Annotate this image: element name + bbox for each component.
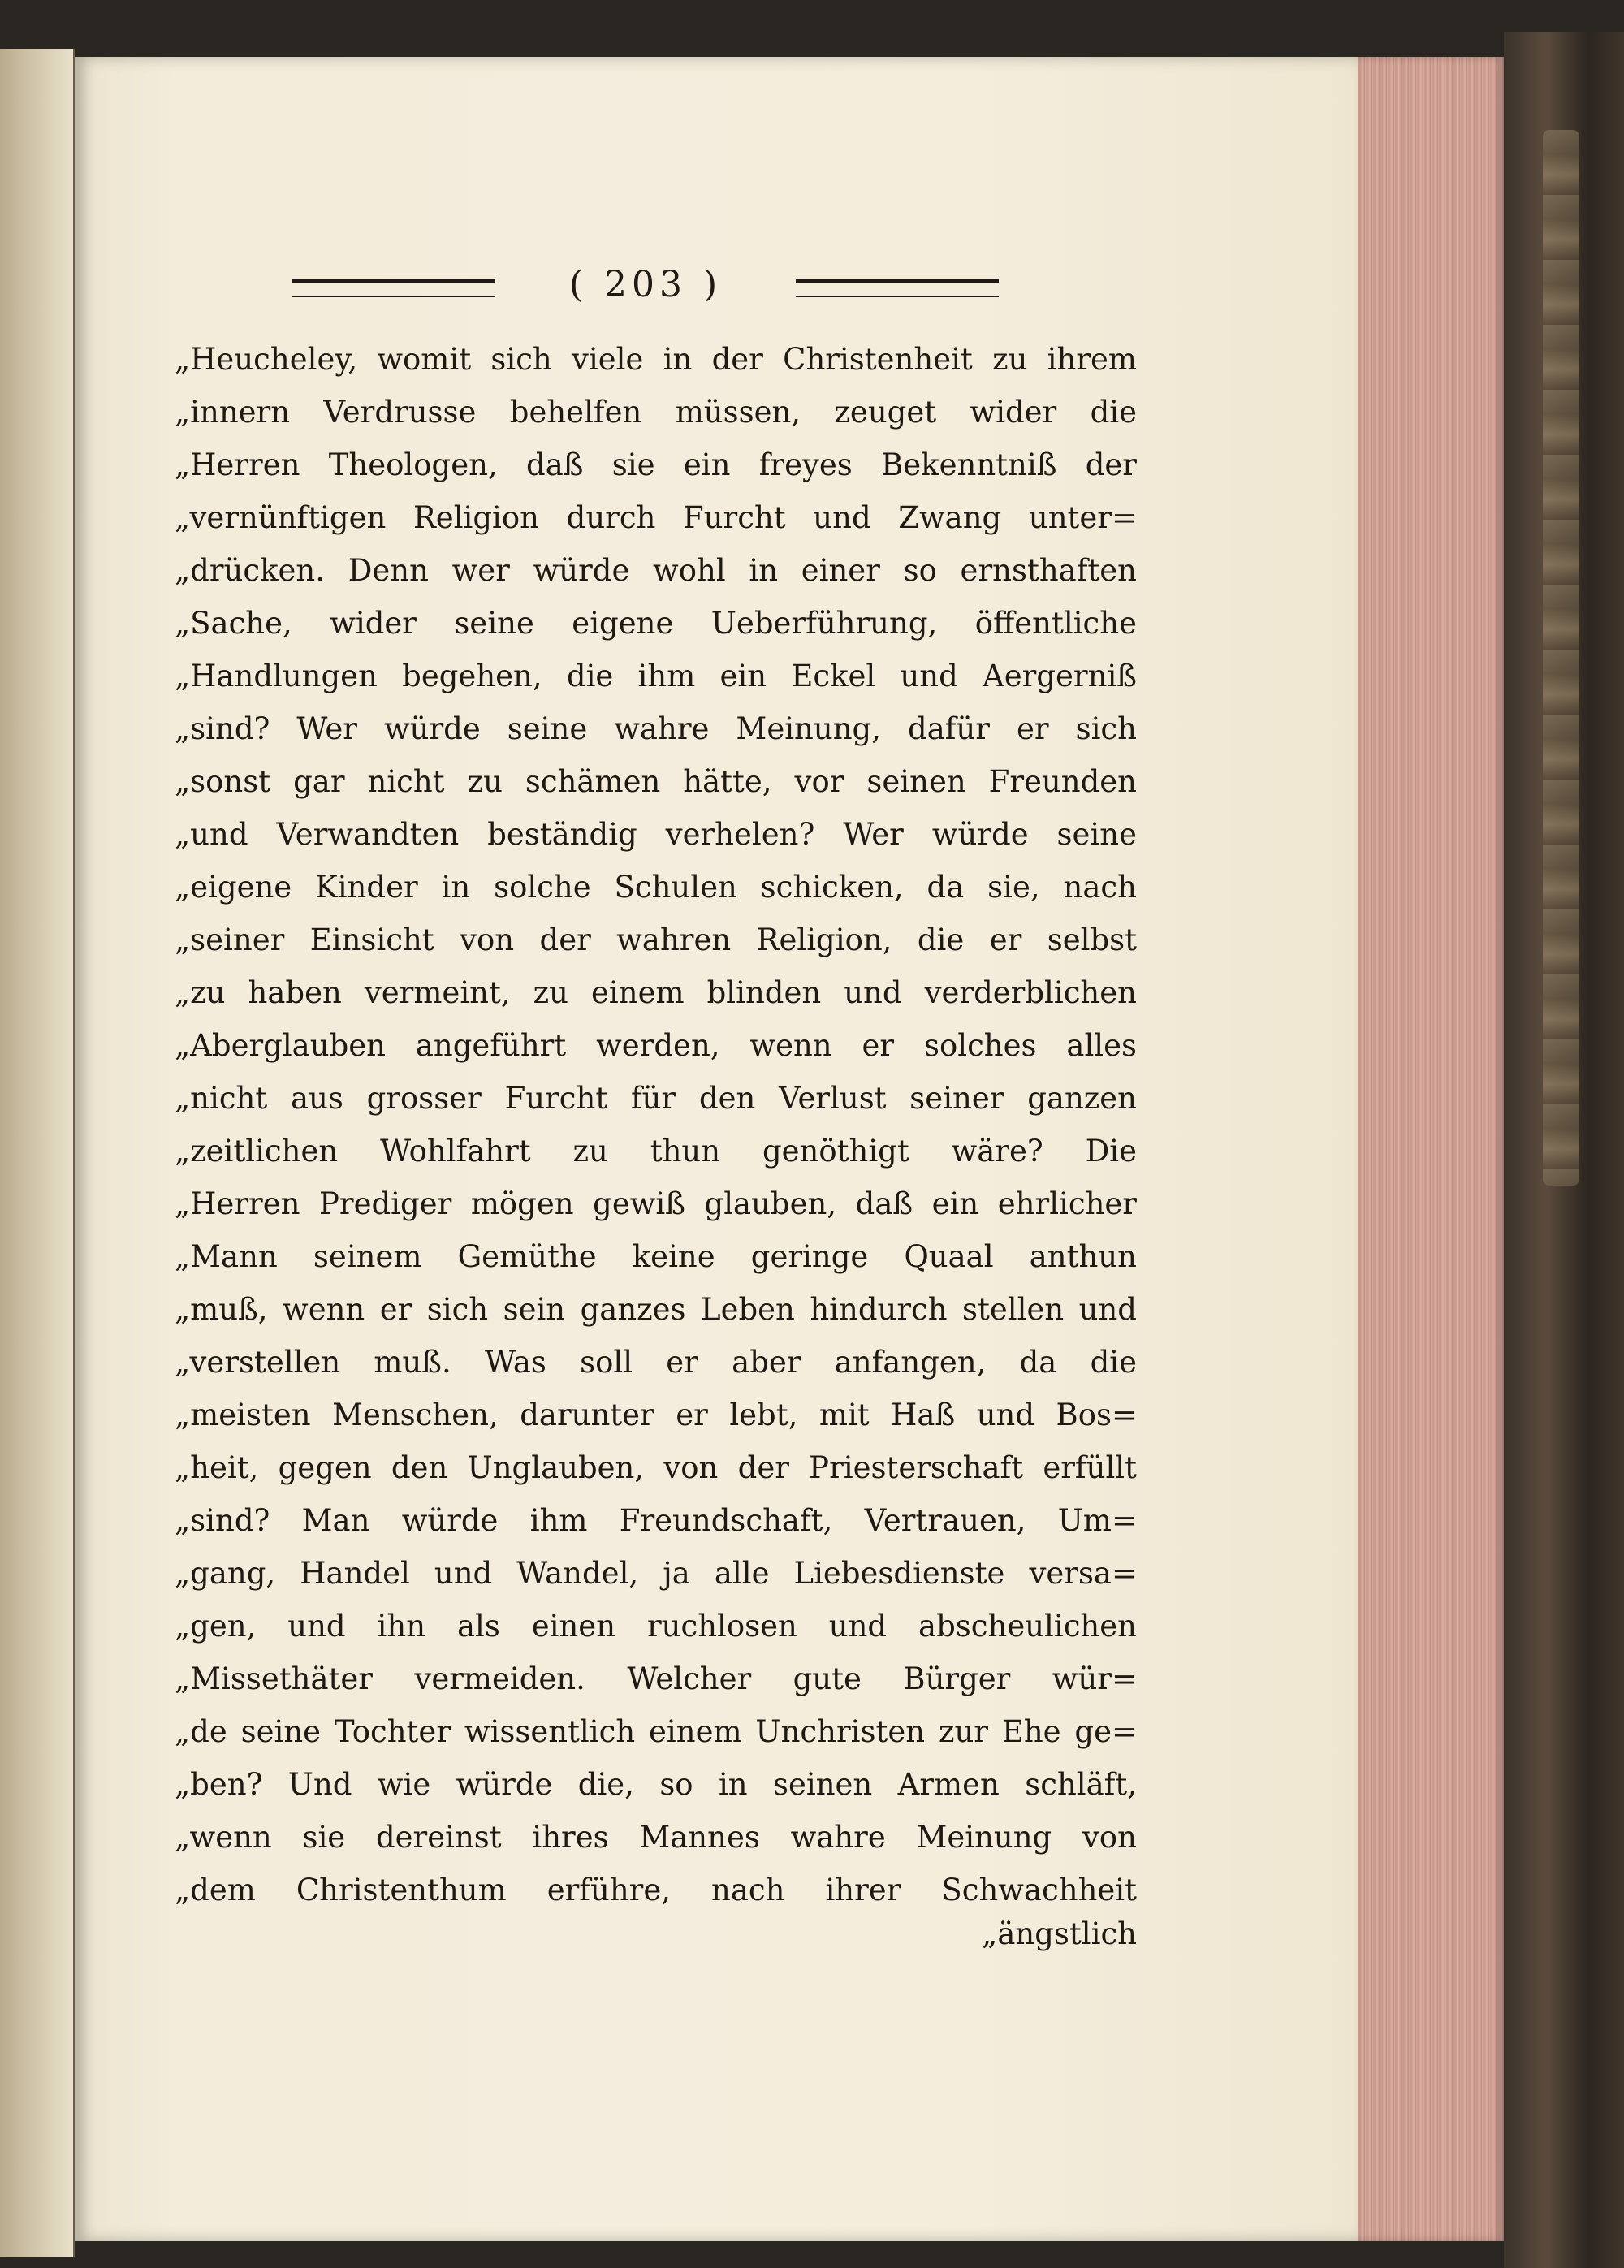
text-line: „wenn sie dereinst ihres Mannes wahre Meinung von	[175, 1820, 1137, 1855]
page-number: ( 203 )	[568, 264, 723, 305]
spine-wear	[1543, 130, 1579, 1186]
text-line: „nicht aus grosser Furcht für den Verlust seiner ganzen	[175, 1081, 1137, 1116]
text-line: „gen, und ihn als einen ruchlosen und abscheulichen	[175, 1609, 1137, 1644]
text-line: „gang, Handel und Wandel, ja alle Liebesdienste versa=	[175, 1556, 1137, 1591]
text-line: „Sache, wider seine eigene Ueberführung, öffentliche	[175, 606, 1137, 641]
text-line: „sonst gar nicht zu schämen hätte, vor seinen Freunden	[175, 764, 1137, 799]
text-line: „Heucheley, womit sich viele in der Christenheit zu ihrem	[175, 342, 1137, 377]
text-line: „verstellen muß. Was soll er aber anfangen, da die	[175, 1345, 1137, 1380]
text-line: „heit, gegen den Unglauben, von der Priesterschaft erfüllt	[175, 1450, 1137, 1485]
text-line: „dem Christenthum erführe, nach ihrer Schwachheit	[175, 1873, 1137, 1907]
text-line: „innern Verdrusse behelfen müssen, zeuget wider die	[175, 395, 1137, 430]
text-line: „Handlungen begehen, die ihm ein Eckel und Aergerniß	[175, 659, 1137, 693]
text-line: „muß, wenn er sich sein ganzes Leben hindurch stellen und	[175, 1292, 1137, 1327]
text-line: „Missethäter vermeiden. Welcher gute Bürger wür=	[175, 1661, 1137, 1696]
text-line: „Mann seinem Gemüthe keine geringe Quaal anthun	[175, 1239, 1137, 1274]
text-line: „de seine Tochter wissentlich einem Unchristen zur Ehe ge=	[175, 1714, 1137, 1749]
text-line: „seiner Einsicht von der wahren Religion, die er selbst	[175, 922, 1137, 957]
left-page-edge	[0, 49, 75, 2257]
text-line: „ben? Und wie würde die, so in seinen Armen schläft,	[175, 1767, 1137, 1802]
text-line: „Herren Theologen, daß sie ein freyes Bekenntniß der	[175, 447, 1137, 482]
text-line: „zeitlichen Wohlfahrt zu thun genöthigt wäre? Die	[175, 1134, 1137, 1169]
page-block-edge	[1358, 57, 1504, 2241]
body-text	[175, 333, 1137, 1916]
text-line: „drücken. Denn wer würde wohl in einer so ernsthaften	[175, 553, 1137, 588]
catchword: „ängstlich	[982, 1916, 1137, 1951]
text-line: „meisten Menschen, darunter er lebt, mit Haß und Bos=	[175, 1398, 1137, 1432]
text-line: „vernünftigen Religion durch Furcht und Zwang unter=	[175, 500, 1137, 535]
text-line: „sind? Man würde ihm Freundschaft, Vertrauen, Um=	[175, 1503, 1137, 1538]
text-line: „und Verwandten beständig verhelen? Wer würde seine	[175, 817, 1137, 852]
text-line: „Herren Prediger mögen gewiß glauben, daß ein ehrlicher	[175, 1186, 1137, 1221]
page-header	[292, 264, 999, 313]
text-line: „eigene Kinder in solche Schulen schicken, da sie, nach	[175, 870, 1137, 905]
header-rule-left	[292, 279, 495, 297]
text-line: „Aberglauben angeführt werden, wenn er solches alles	[175, 1028, 1137, 1063]
text-line: „sind? Wer würde seine wahre Meinung, dafür er sich	[175, 711, 1137, 746]
header-rule-right	[796, 279, 999, 297]
text-line: „zu haben vermeint, zu einem blinden und verderblichen	[175, 975, 1137, 1010]
